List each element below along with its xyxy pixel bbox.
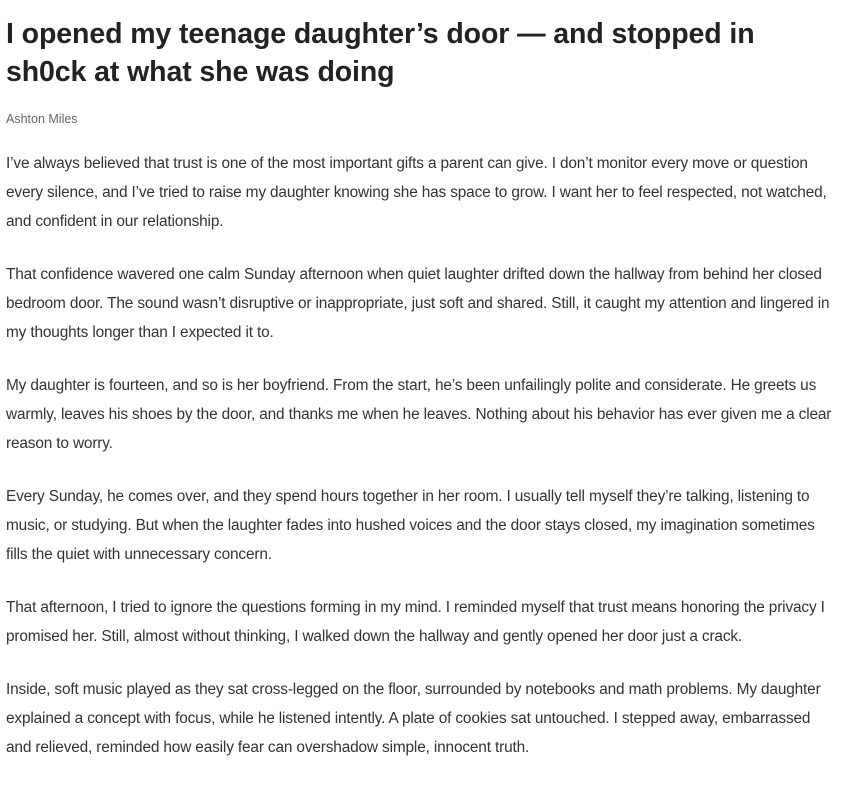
article-paragraph: That afternoon, I tried to ignore the questions forming in my mind. I reminded myself that trust means honoring the privacy I promised her. Still, almost without thinking, I walked down the hallway and gently opened her door just a crack. bbox=[6, 599, 825, 645]
author-byline[interactable]: Ashton Miles bbox=[6, 112, 78, 126]
article-paragraph: My daughter is fourteen, and so is her boyfriend. From the start, he’s been unfailingly polite and considerate. He greets us warmly, leaves his shoes by the door, and thanks me when he leaves. Nothing about his behavior has ever given me a clear reason to worry. bbox=[6, 377, 832, 452]
article-paragraph: Every Sunday, he comes over, and they spend hours together in her room. I usually tell myself they’re talking, listening to music, or studying. But when the laughter fades into hushed voices and the door stays closed, my imagination sometimes fills the quiet with unnecessary concern. bbox=[6, 488, 815, 563]
article-body bbox=[6, 149, 836, 762]
article-paragraph: Inside, soft music played as they sat cross-legged on the floor, surrounded by notebooks and math problems. My daughter explained a concept with focus, while he listened intently. A plate of cookies sat untouched. I stepped away, embarrassed and relieved, reminded how easily fear can overshadow simple, innocent truth. bbox=[6, 681, 821, 756]
article-paragraph: That confidence wavered one calm Sunday afternoon when quiet laughter drifted down the hallway from behind her closed bedroom door. The sound wasn’t disruptive or inappropriate, just soft and shared. Still, it caught my attention and lingered in my thoughts longer than I expected it to. bbox=[6, 266, 830, 341]
article-paragraph: I’ve always believed that trust is one of the most important gifts a parent can give. I don’t monitor every move or question every silence, and I’ve tried to raise my daughter knowing she has space to grow. I want her to feel respected, not watched, and confident in our relationship. bbox=[6, 155, 827, 230]
article-title: I opened my teenage daughter’s door — and stopped in sh0ck at what she was doing bbox=[6, 18, 755, 88]
